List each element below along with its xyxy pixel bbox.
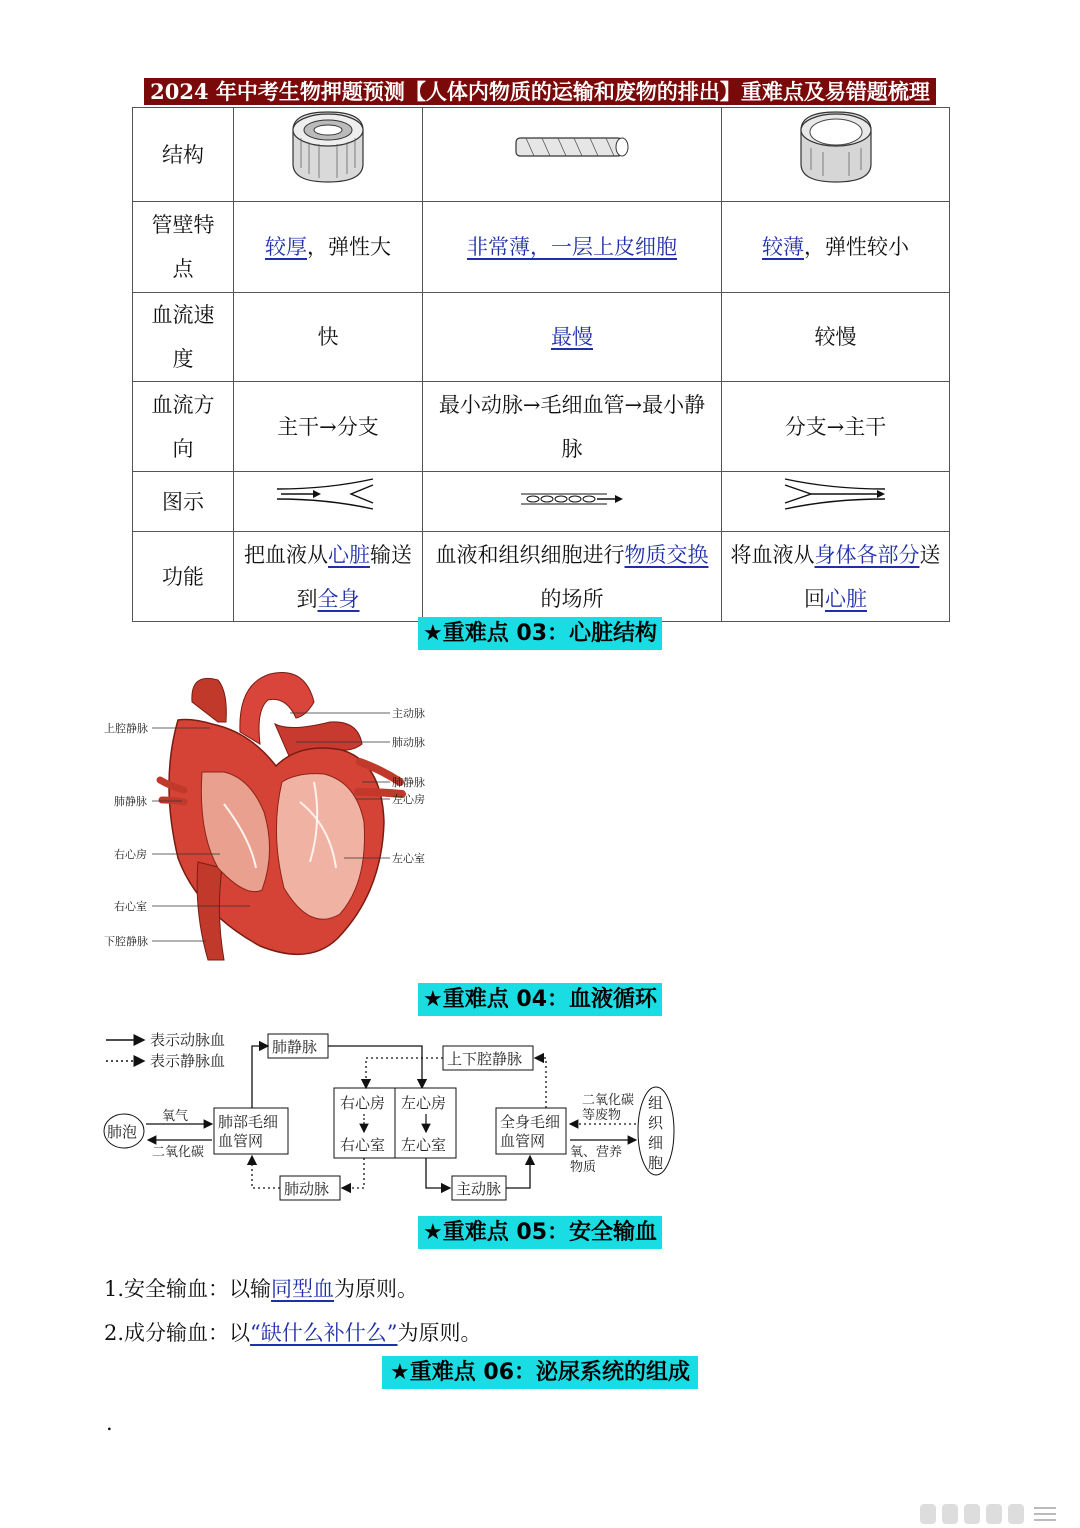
node-tissue-char2: 织 bbox=[648, 1114, 664, 1132]
artery-wall-cell bbox=[234, 202, 423, 293]
artery-cross-section-image bbox=[283, 108, 373, 186]
capillary-flow-diagram-cell bbox=[423, 472, 722, 532]
label-superior-vena-cava: 上腔静脉 bbox=[104, 722, 148, 735]
capillary-function-b: 的场所 bbox=[540, 586, 604, 611]
trailing-dot: . bbox=[106, 1411, 113, 1435]
artery-speed-cell: 快 bbox=[234, 293, 423, 382]
node-right-atrium: 右心房 bbox=[340, 1094, 386, 1112]
transfusion-point-2-b: 为原则。 bbox=[397, 1321, 482, 1345]
node-tissue-char3: 细 bbox=[648, 1134, 664, 1152]
row-label-speed: 血流速度 bbox=[133, 293, 234, 382]
transfusion-point-2-a: 2.成分输血：以 bbox=[104, 1321, 251, 1345]
artery-wall-key: 较厚 bbox=[265, 235, 307, 259]
vein-function-cell bbox=[722, 532, 950, 622]
vein-wall-key: 较薄 bbox=[762, 235, 804, 259]
label-aorta: 主动脉 bbox=[392, 707, 425, 720]
table-row-diagram bbox=[133, 472, 950, 532]
vein-wall-cell bbox=[722, 202, 950, 293]
vein-function-key1: 身体各部分 bbox=[814, 542, 920, 567]
node-aorta: 主动脉 bbox=[456, 1180, 502, 1198]
table-row-wall bbox=[133, 202, 950, 293]
capillary-function-cell bbox=[423, 532, 722, 622]
label-pulmonary-vein-right: 肺静脉 bbox=[392, 776, 425, 789]
vein-flow-diagram bbox=[781, 477, 891, 511]
artery-flow-diagram bbox=[273, 477, 383, 511]
capillary-speed-key: 最慢 bbox=[551, 325, 593, 349]
label-waste-line1: 二氧化碳 bbox=[582, 1093, 635, 1108]
vein-direction-cell: 分支→主干 bbox=[722, 382, 950, 472]
artery-direction-cell: 主干→分支 bbox=[234, 382, 423, 472]
viewer-toolbar-icon[interactable] bbox=[920, 1502, 1060, 1526]
node-systemic-capillaries-line2: 血管网 bbox=[500, 1132, 546, 1150]
vein-function-key2: 心脏 bbox=[825, 586, 867, 611]
capillary-direction-cell: 最小动脉→毛细血管→最小静脉 bbox=[423, 382, 722, 472]
label-right-ventricle: 右心室 bbox=[114, 900, 147, 913]
node-systemic-capillaries-line1: 全身毛细 bbox=[500, 1113, 561, 1131]
row-label-structure: 结构 bbox=[133, 108, 234, 202]
transfusion-point-1-b: 为原则。 bbox=[334, 1277, 419, 1301]
capillary-wall-cell bbox=[423, 202, 722, 293]
node-left-ventricle: 左心室 bbox=[401, 1136, 447, 1154]
vein-image-cell bbox=[722, 108, 950, 202]
table-row-speed bbox=[133, 293, 950, 382]
row-label-direction: 血流方向 bbox=[133, 382, 234, 472]
node-left-atrium: 左心房 bbox=[401, 1094, 447, 1112]
vein-flow-diagram-cell bbox=[722, 472, 950, 532]
table-row-structure bbox=[133, 108, 950, 202]
section-heading-safe-transfusion: ★重难点 05：安全输血 bbox=[418, 1216, 662, 1249]
capillary-function-key: 物质交换 bbox=[624, 542, 709, 567]
artery-function-key1: 心脏 bbox=[328, 542, 370, 567]
label-oxygen: 氧气 bbox=[162, 1109, 189, 1124]
transfusion-point-1 bbox=[104, 1274, 418, 1304]
legend-arterial-text: 表示动脉血 bbox=[150, 1031, 226, 1049]
page-title: 2024 年中考生物押题预测【人体内物质的运输和废物的排出】重难点及易错题梳理 bbox=[144, 78, 936, 105]
transfusion-point-1-key: 同型血 bbox=[271, 1277, 335, 1301]
label-pulmonary-vein-left: 肺静脉 bbox=[114, 795, 147, 808]
node-vena-cava: 上下腔静脉 bbox=[447, 1050, 523, 1068]
blood-circulation-diagram bbox=[100, 1024, 680, 1210]
node-pulmonary-capillaries-line1: 肺部毛细 bbox=[218, 1113, 279, 1131]
label-left-atrium: 左心房 bbox=[392, 793, 425, 806]
row-label-function: 功能 bbox=[133, 532, 234, 622]
vein-cross-section-image bbox=[791, 108, 881, 186]
legend-venous-text: 表示静脉血 bbox=[150, 1052, 226, 1070]
capillary-wall-key: 非常薄，一层上皮细胞 bbox=[467, 235, 677, 259]
artery-wall-rest: ，弹性大 bbox=[307, 235, 391, 259]
artery-image-cell bbox=[234, 108, 423, 202]
label-nutrient-line1: 氧、营养 bbox=[570, 1145, 623, 1160]
label-right-atrium: 右心房 bbox=[114, 848, 147, 861]
node-tissue-char4: 胞 bbox=[648, 1154, 664, 1172]
node-pulmonary-vein: 肺静脉 bbox=[272, 1038, 318, 1056]
row-label-wall: 管壁特点 bbox=[133, 202, 234, 293]
table-row-direction bbox=[133, 382, 950, 472]
label-left-ventricle: 左心室 bbox=[392, 852, 425, 865]
artery-function-key2: 全身 bbox=[317, 586, 360, 611]
vein-speed-cell: 较慢 bbox=[722, 293, 950, 382]
capillary-image-cell bbox=[423, 108, 722, 202]
section-heading-blood-circulation: ★重难点 04：血液循环 bbox=[418, 983, 662, 1016]
node-pulmonary-artery: 肺动脉 bbox=[284, 1180, 330, 1198]
label-pulmonary-artery: 肺动脉 bbox=[392, 736, 425, 749]
artery-function-cell bbox=[234, 532, 423, 622]
section-heading-heart-structure: ★重难点 03：心脏结构 bbox=[418, 617, 662, 650]
vein-wall-rest: ，弹性较小 bbox=[804, 235, 909, 259]
capillary-flow-diagram bbox=[517, 489, 627, 509]
node-tissue-char1: 组 bbox=[648, 1094, 664, 1112]
artery-flow-diagram-cell bbox=[234, 472, 423, 532]
row-label-diagram: 图示 bbox=[133, 472, 234, 532]
table-row-function bbox=[133, 532, 950, 622]
label-waste-line2: 等废物 bbox=[582, 1108, 622, 1123]
transfusion-point-1-a: 1.安全输血：以输 bbox=[104, 1277, 272, 1301]
vein-function-b: 送回 bbox=[804, 542, 941, 611]
artery-function-a: 把血液从 bbox=[244, 542, 328, 567]
capillary-speed-cell bbox=[423, 293, 722, 382]
node-alveoli: 肺泡 bbox=[107, 1123, 138, 1141]
transfusion-point-2-key: “缺什么补什么” bbox=[250, 1321, 398, 1345]
transfusion-point-2 bbox=[104, 1318, 482, 1348]
label-inferior-vena-cava: 下腔静脉 bbox=[104, 935, 148, 948]
label-co2-lung: 二氧化碳 bbox=[152, 1145, 205, 1160]
vein-function-a: 将血液从 bbox=[730, 542, 815, 567]
label-nutrient-line2: 物质 bbox=[570, 1160, 597, 1175]
capillary-tube-image bbox=[512, 132, 632, 162]
node-pulmonary-capillaries-line2: 血管网 bbox=[218, 1132, 264, 1150]
artery-function-b: 输送到 bbox=[296, 542, 412, 611]
heart-structure-figure bbox=[100, 662, 440, 968]
vessel-comparison-table bbox=[132, 107, 950, 622]
capillary-function-a: 血液和组织细胞进行 bbox=[435, 542, 625, 567]
node-right-ventricle: 右心室 bbox=[340, 1136, 386, 1154]
section-heading-urinary-system: ★重难点 06：泌尿系统的组成 bbox=[382, 1356, 698, 1389]
